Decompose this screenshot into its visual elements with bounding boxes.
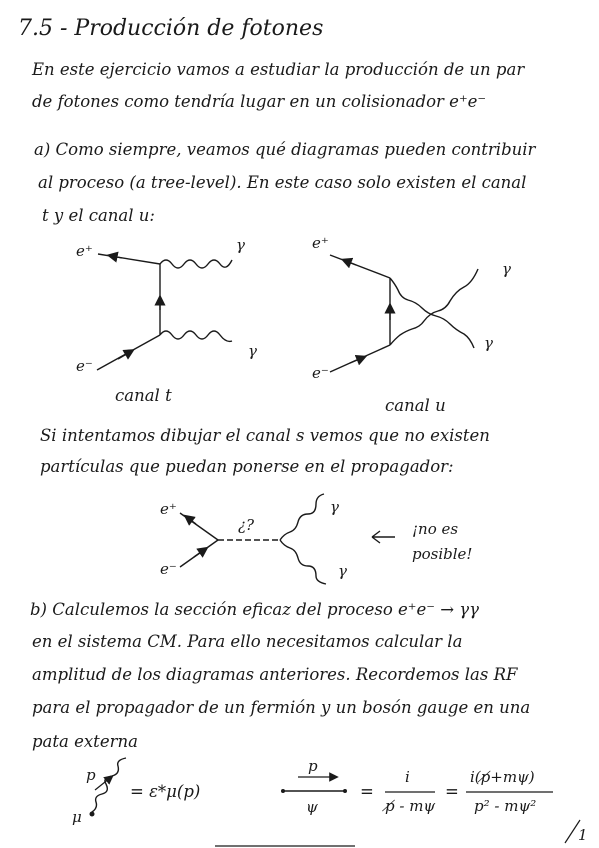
u-photon-cross-2 bbox=[390, 269, 478, 345]
u-eminus-label: e⁻ bbox=[312, 364, 329, 382]
part-b-line-3: amplitud de los diagramas anteriores. Recordemos las RF bbox=[32, 665, 518, 684]
rule-num-1: i bbox=[405, 768, 410, 786]
u-channel-diagram bbox=[330, 255, 478, 372]
rule-den-2: p² - mψ² bbox=[474, 797, 537, 815]
part-a-line-3: t y el canal u: bbox=[42, 206, 155, 225]
u-eplus-line bbox=[330, 255, 390, 278]
intro-line-1: En este ejercicio vamos a estudiar la producción de un par bbox=[32, 60, 525, 79]
rule-photon-p-label: p bbox=[86, 766, 96, 784]
part-b-line-1: b) Calculemos la sección eficaz del proceso e⁺e⁻ → γγ bbox=[30, 600, 479, 619]
page-number: 1 bbox=[578, 826, 588, 844]
s-gamma-2-label: γ bbox=[338, 562, 347, 580]
t-gamma-2-label: γ bbox=[248, 342, 257, 360]
s-channel-diagram bbox=[180, 494, 395, 584]
part-b-line-5: pata externa bbox=[32, 732, 138, 751]
rule-eq-1: = bbox=[360, 782, 374, 801]
s-eplus-arrow bbox=[188, 518, 196, 524]
s-eplus-label: e⁺ bbox=[160, 500, 177, 518]
t-eminus-label: e⁻ bbox=[76, 357, 93, 375]
t-eminus-arrow bbox=[118, 352, 130, 359]
rule-photon-line bbox=[92, 758, 126, 812]
rule-photon-mu-label: μ bbox=[72, 808, 82, 826]
s-note-line-1: ¡no es bbox=[412, 520, 459, 538]
s-gamma-1-label: γ bbox=[330, 498, 339, 516]
rule-den-1: p̸ - mψ bbox=[385, 797, 436, 815]
s-eplus-line bbox=[180, 513, 218, 540]
page-title: 7.5 - Producción de fotones bbox=[18, 16, 324, 41]
rule-fermion-p-label: p bbox=[308, 757, 318, 775]
rule-eq-2: = bbox=[445, 782, 459, 801]
t-eplus-line bbox=[98, 254, 160, 264]
u-eplus-label: e⁺ bbox=[312, 234, 329, 252]
u-gamma-1-label: γ bbox=[502, 260, 511, 278]
part-a-line-2: al proceso (a tree-level). En este caso solo existen el canal bbox=[38, 173, 527, 192]
s-channel-line-1: Si intentamos dibujar el canal s vemos que no existen bbox=[40, 426, 490, 445]
t-channel-caption: canal t bbox=[115, 386, 172, 405]
rule-photon-eq: = ε*μ(p) bbox=[130, 782, 201, 801]
s-question-label: ¿? bbox=[238, 516, 255, 534]
u-eplus-arrow bbox=[346, 261, 356, 265]
u-gamma-2-label: γ bbox=[484, 334, 493, 352]
part-b-line-2: en el sistema CM. Para ello necesitamos calcular la bbox=[32, 632, 463, 651]
rule-photon-vertex bbox=[90, 812, 95, 817]
s-note-arrow bbox=[372, 531, 395, 543]
t-gamma-1-label: γ bbox=[236, 236, 245, 254]
t-photon-1 bbox=[160, 260, 232, 268]
s-photon-2 bbox=[280, 540, 326, 584]
part-a-line-1: a) Como siempre, veamos qué diagramas pueden contribuir bbox=[34, 140, 536, 159]
u-channel-caption: canal u bbox=[385, 396, 446, 415]
s-eminus-label: e⁻ bbox=[160, 560, 177, 578]
t-eplus-arrow bbox=[112, 256, 122, 258]
t-photon-2 bbox=[160, 331, 232, 341]
part-b-line-4: para el propagador de un fermión y un bosón gauge en una bbox=[32, 698, 531, 717]
s-channel-line-2: partículas que puedan ponerse en el propagador: bbox=[40, 457, 454, 476]
t-eplus-label: e⁺ bbox=[76, 242, 93, 260]
rule-num-2: i(p̸+mψ) bbox=[470, 768, 535, 786]
s-note-line-2: posible! bbox=[412, 545, 473, 563]
u-eminus-arrow bbox=[350, 358, 362, 363]
s-eminus-arrow bbox=[194, 550, 204, 557]
intro-line-2: de fotones como tendría lugar en un colisionador e⁺e⁻ bbox=[32, 92, 487, 111]
rule-fermion-psi-label: ψ bbox=[306, 798, 318, 816]
s-photon-1 bbox=[280, 494, 324, 540]
t-channel-diagram bbox=[97, 254, 232, 370]
